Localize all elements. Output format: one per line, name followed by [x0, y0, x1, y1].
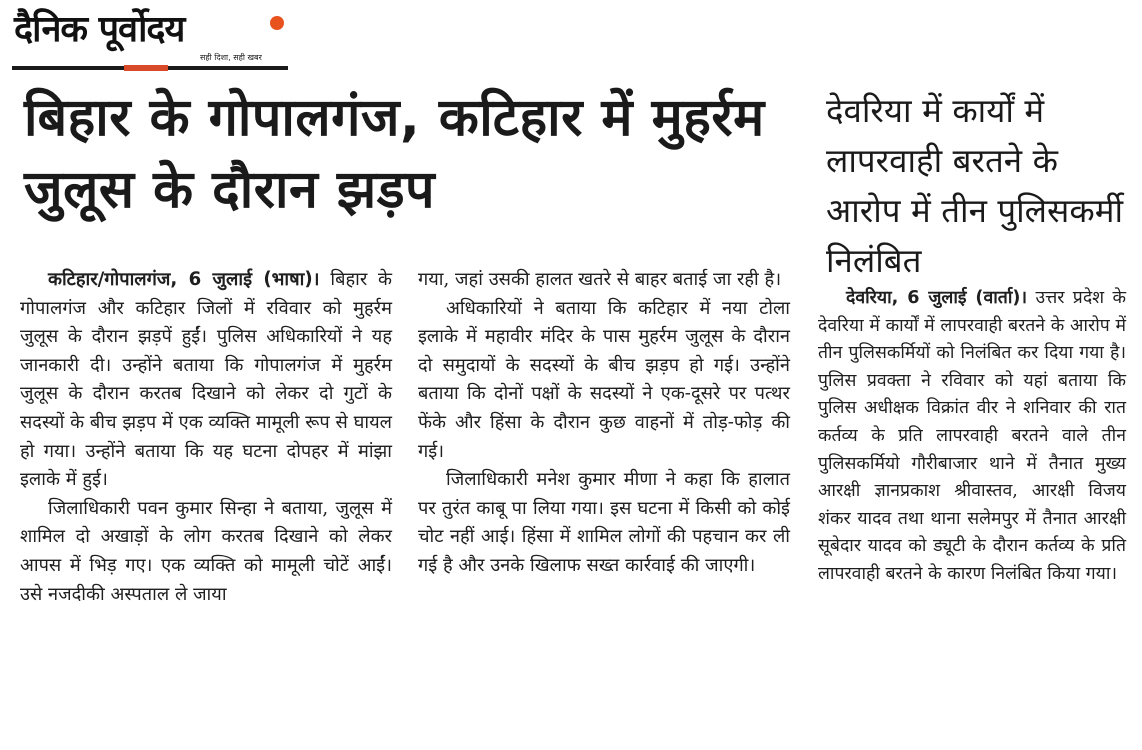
- side-story-body: उत्तर प्रदेश के देवरिया में कार्यों में लापरवाही बरतने के आरोप में तीन पुलिसकर्मियों को निलंबित कर दिया गया है। पुलिस प्रवक्ता ने रविवार को यहां बताया कि पुलिस अधीक्षक विक्रांत वीर ने शनिवार की रात कर्तव्य के प्रति लापरवाही बरतने वाले तीन पुलिसकर्मियो गौरीबाजार थाने में तैनात मुख्य आरक्षी ज्ञानप्रकाश श्रीवास्तव, आरक्षी विजय शंकर यादव तथा थाना सलेमपुर में तैनात आरक्षी सूबेदार यादव को ड्यूटी के दौरान कर्तव्य के प्रति लापरवाही बरतने के कारण निलंबित किया गया।: [818, 288, 1126, 584]
- side-headline: देवरिया में कार्यों में लापरवाही बरतने के आरोप में तीन पुलिसकर्मी निलंबित: [826, 91, 1123, 280]
- main-headline: बिहार के गोपालगंज, कटिहार में मुहर्रम जुलूस के दौरान झड़प: [24, 88, 765, 220]
- masthead-title: दैनिक पूर्वोदय: [14, 9, 185, 50]
- side-story-column: [818, 285, 1126, 589]
- side-story-dateline: देवरिया, 6 जुलाई (वार्ता)।: [846, 288, 1028, 308]
- masthead-accent-mark: [124, 65, 168, 71]
- main-story-dateline: कटिहार/गोपालगंज, 6 जुलाई (भाषा)।: [48, 269, 320, 290]
- main-story-column-1: [20, 266, 392, 609]
- main-story-paragraph-1-text: बिहार के गोपालगंज और कटिहार जिलों में रविवार को मुहर्रम जुलूस के दौरान झड़पें हुईं। पुलिस अधिकारियों ने यह जानकारी दी। उन्होंने बताया कि गोपालगंज में मुहर्रम जुलूस के दौरान करतब दिखाने को लेकर दो गुटों के सदस्यों के बीच झड़प में एक व्यक्ति मामूली रूप से घायल हो गया। उन्होंने बताया कि यह घटना दोपहर में मांझा इलाके में हुई।: [20, 269, 392, 491]
- main-story-column-2: [418, 266, 790, 581]
- masthead-logo-dot: [270, 16, 284, 30]
- main-story-paragraph-2-continued: गया, जहां उसकी हालत खतरे से बाहर बताई जा रही है।: [418, 269, 782, 290]
- side-story-paragraph: [818, 285, 1126, 589]
- main-story-paragraph-2: जिलाधिकारी पवन कुमार सिन्हा ने बताया, जुलूस में शामिल दो अखाड़ों के लोग करतब दिखाने को लेकर आपस में भिड़ गए। एक व्यक्ति को मामूली चोटें आईं। उसे नजदीकी अस्पताल ले जाया: [20, 497, 392, 605]
- masthead: [12, 6, 288, 72]
- main-story-paragraph-4: जिलाधिकारी मनेश कुमार मीणा ने कहा कि हालात पर तुरंत काबू पा लिया गया। इस घटना में किसी को कोई चोट नहीं आई। हिंसा में शामिल लोगों की पहचान कर ली गई है और उनके खिलाफ सख्त कार्रवाई की जाएगी।: [418, 469, 790, 576]
- masthead-tagline: सही दिशा, सही खबर: [200, 53, 262, 62]
- main-story-paragraph-3: अधिकारियों ने बताया कि कटिहार में नया टोला इलाके में महावीर मंदिर के पास मुहर्रम जुलूस के दौरान दो समुदायों के सदस्यों के बीच झड़प हो गई। उन्होंने बताया कि दोनों पक्षों के सदस्यों ने एक-दूसरे पर पत्थर फेंके और हिंसा के दौरान कुछ वाहनों में तोड़-फोड़ की गई।: [418, 297, 790, 462]
- main-story-paragraph-1: [20, 266, 392, 495]
